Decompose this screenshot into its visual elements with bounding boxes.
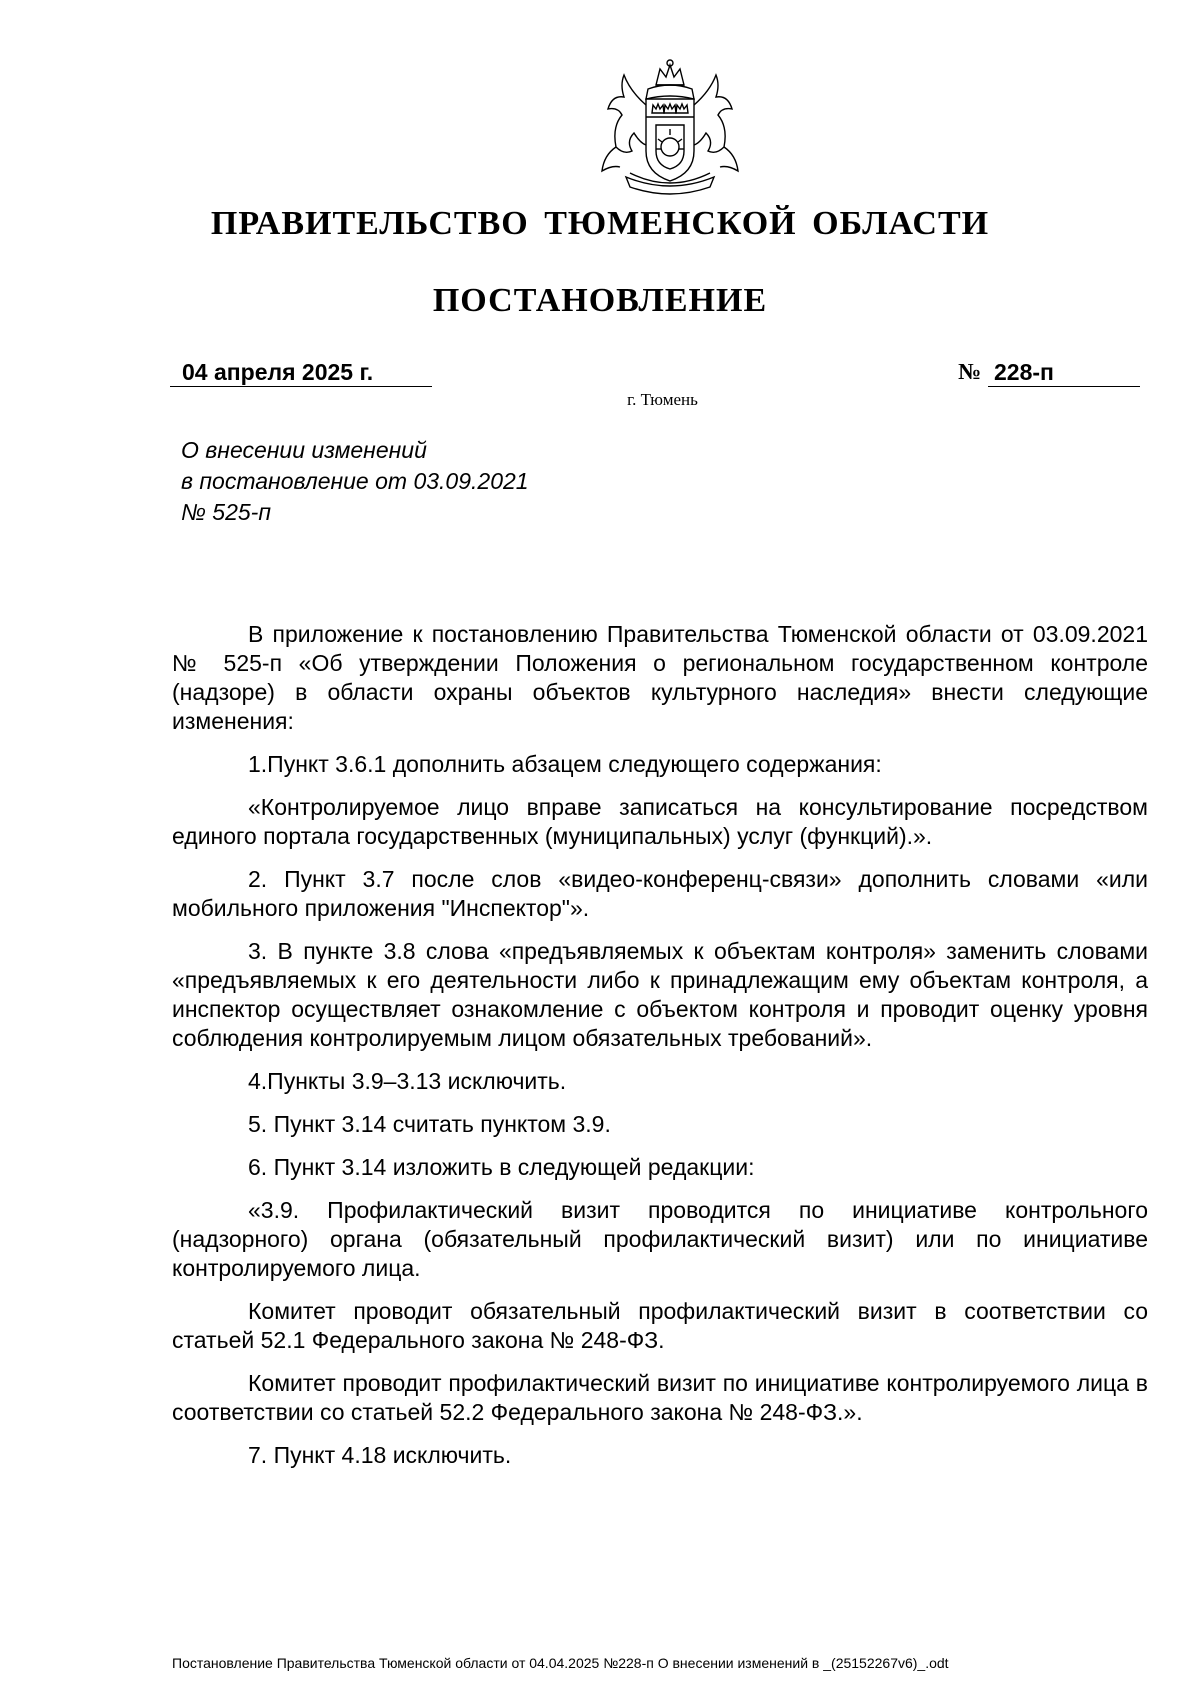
document-type-title: ПОСТАНОВЛЕНИЕ [432,282,768,319]
body-paragraph: 5. Пункт 3.14 считать пунктом 3.9. [248,1111,611,1137]
number-sign: № [958,359,982,384]
body-paragraph: 4.Пункты 3.9–3.13 исключить. [248,1068,567,1094]
body-paragraph: 1.Пункт 3.6.1 дополнить абзацем следующего содержания: [248,751,882,777]
subject-line: в постановление от 03.09.2021 [181,468,529,494]
page-footer: Постановление Правительства Тюменской области от 04.04.2025 №228-п О внесении изменений в _(25152267v6)_.odt [172,1655,949,1671]
coat-of-arms-emblem [590,55,750,195]
document-body [172,620,1148,1484]
document-number: 228-п [988,357,1140,387]
subject-line: О внесении изменений [181,437,427,463]
city-label: г. Тюмень [627,390,698,409]
document-date: 04 апреля 2025 г. [170,357,432,387]
body-paragraph: 7. Пункт 4.18 исключить. [248,1442,512,1468]
document-subject [181,435,701,528]
government-title: ПРАВИТЕЛЬСТВО ТЮМЕНСКОЙ ОБЛАСТИ [210,205,990,242]
subject-line: № 525-п [181,499,271,525]
body-paragraph: Комитет проводит обязательный профилактический визит в соответствии со статьей 52.1 Федерального закона № 248-ФЗ. [172,1298,1148,1353]
body-paragraph: «3.9. Профилактический визит проводится по инициативе контрольного (надзорного) органа (обязательный профилактический визит) или по инициативе контролируемого лица. [172,1197,1148,1281]
body-paragraph: 2. Пункт 3.7 после слов «видео-конференц-связи» дополнить словами «или мобильного приложения "Инспектор"». [172,866,1148,921]
body-paragraph: 3. В пункте 3.8 слова «предъявляемых к объектам контроля» заменить словами «предъявляемых к его деятельности либо к принадлежащим ему объектам контроля, а инспектор осуществляет ознакомление с объектом контроля и проводит оценку уровня соблюдения контролируемым лицом обязательных требований». [172,938,1148,1051]
body-paragraph: 6. Пункт 3.14 изложить в следующей редакции: [248,1154,755,1180]
body-paragraph: Комитет проводит профилактический визит по инициативе контролируемого лица в соответствии со статьей 52.2 Федерального закона № 248-ФЗ.». [172,1370,1148,1425]
body-paragraph: В приложение к постановлению Правительства Тюменской области от 03.09.2021 № 525-п «Об утверждении Положения о региональном государственном контроле (надзоре) в области охраны объектов культурного наследия» внести следующие изменения: [172,621,1148,734]
body-paragraph: «Контролируемое лицо вправе записаться на консультирование посредством единого портала государственных (муниципальных) услуг (функций).». [172,794,1148,849]
